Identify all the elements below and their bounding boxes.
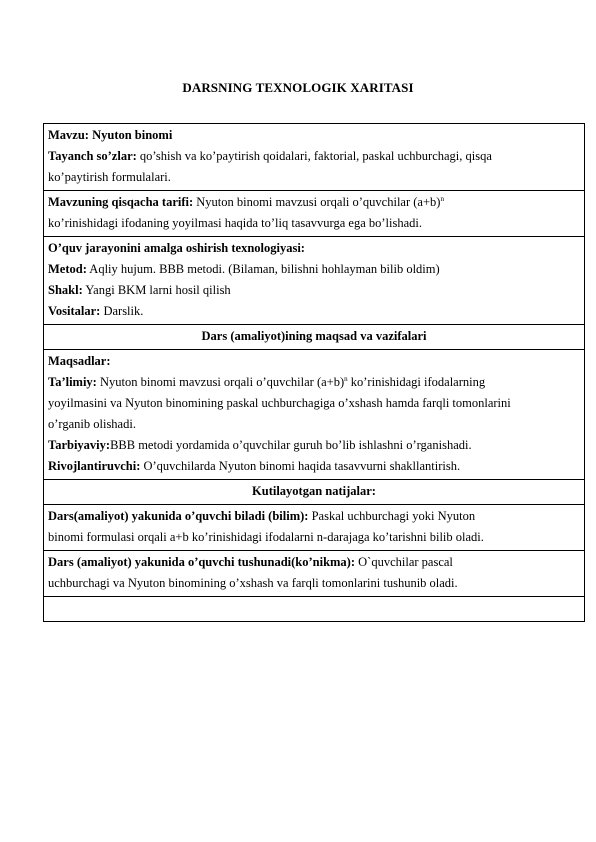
method-line <box>48 259 580 280</box>
knows-label: Dars(amaliyot) yakunida o’quvchi biladi (bilim): <box>48 509 309 523</box>
educational-text-3: yoyilmasini va Nyuton binomining paskal uchburchagiga o’xshash hamda farqli tomonlarini <box>48 396 511 410</box>
row-goals <box>44 350 585 480</box>
page-title: DARSNING TEXNOLOGIK XARITASI <box>182 80 414 95</box>
form-text: Yangi BKM larni hosil qilish <box>82 283 231 297</box>
row-topic <box>44 124 585 191</box>
understands-line <box>48 552 580 573</box>
summary-cell <box>44 191 585 237</box>
tools-line <box>48 301 580 322</box>
process-heading: O’quv jarayonini amalga oshirish texnologiyasi: <box>48 241 305 255</box>
tools-label: Vositalar: <box>48 304 101 318</box>
row-goals-header <box>44 325 585 350</box>
upbringing-text: BBB metodi yordamida o’quvchilar guruh bo’lib ishlashni o’rganishadi. <box>110 438 472 452</box>
summary-line <box>48 192 580 213</box>
keywords-label: Tayanch so’zlar: <box>48 149 137 163</box>
summary-label: Mavzuning qisqacha tarifi: <box>48 195 194 209</box>
keywords-line <box>48 146 580 167</box>
method-text: Aqliy hujum. BBB metodi. (Bilaman, bilishni hohlayman bilib oldim) <box>86 262 440 276</box>
row-empty <box>44 597 585 622</box>
knows-text: Paskal uchburchagi yoki Nyuton <box>308 509 476 523</box>
knows-cell <box>44 505 585 551</box>
understands-text: O`quvchilar pascal <box>355 555 453 569</box>
goals-header: Dars (amaliyot)ining maqsad va vazifalari <box>44 325 585 350</box>
tools-text: Darslik. <box>100 304 144 318</box>
keywords-text-2: ko’paytirish formulalari. <box>48 170 171 184</box>
row-summary <box>44 191 585 237</box>
row-results-header <box>44 480 585 505</box>
form-line <box>48 280 580 301</box>
knows-line <box>48 506 580 527</box>
summary-superscript: n <box>440 195 444 203</box>
upbringing-line <box>48 435 580 456</box>
developmental-line <box>48 456 580 477</box>
knows-text-2: binomi formulasi orqali a+b ko’rinishidagi ifodalarni n-darajaga ko’tarishni bilib oladi. <box>48 530 484 544</box>
process-cell <box>44 237 585 325</box>
understands-text-2: uchburchagi va Nyuton binomining o’xshash va farqli tomonlarini tushunib oladi. <box>48 576 458 590</box>
educational-text-4: o’rganib olishadi. <box>48 417 136 431</box>
summary-text: Nyuton binomi mavzusi orqali o’quvchilar (a+b) <box>193 195 441 209</box>
developmental-label: Rivojlantiruvchi: <box>48 459 141 473</box>
educational-label: Ta’limiy: <box>48 375 97 389</box>
educational-superscript: n <box>344 375 348 383</box>
topic-cell <box>44 124 585 191</box>
topic-label: Mavzu: Nyuton binomi <box>48 128 173 142</box>
educational-line <box>48 372 580 393</box>
row-knows <box>44 505 585 551</box>
developmental-text: O’quvchilarda Nyuton binomi haqida tasavvurni shakllantirish. <box>140 459 461 473</box>
goals-heading: Maqsadlar: <box>48 354 111 368</box>
educational-text-2: ko’rinishidagi ifodalarning <box>347 375 486 389</box>
method-label: Metod: <box>48 262 87 276</box>
summary-text-2: ko’rinishidagi ifodaning yoyilmasi haqida to’liq tasavvurga ega bo’lishadi. <box>48 216 422 230</box>
row-understands <box>44 551 585 597</box>
results-header: Kutilayotgan natijalar: <box>44 480 585 505</box>
empty-cell <box>44 597 585 622</box>
keywords-text: qo’shish va ko’paytirish qoidalari, faktorial, paskal uchburchagi, qisqa <box>136 149 492 163</box>
row-process <box>44 237 585 325</box>
form-label: Shakl: <box>48 283 83 297</box>
understands-label: Dars (amaliyot) yakunida o’quvchi tushunadi(ko’nikma): <box>48 555 356 569</box>
upbringing-label: Tarbiyaviy: <box>48 438 111 452</box>
understands-cell <box>44 551 585 597</box>
goals-cell <box>44 350 585 480</box>
lesson-map-table <box>43 123 585 622</box>
educational-text: Nyuton binomi mavzusi orqali o’quvchilar (a+b) <box>96 375 345 389</box>
